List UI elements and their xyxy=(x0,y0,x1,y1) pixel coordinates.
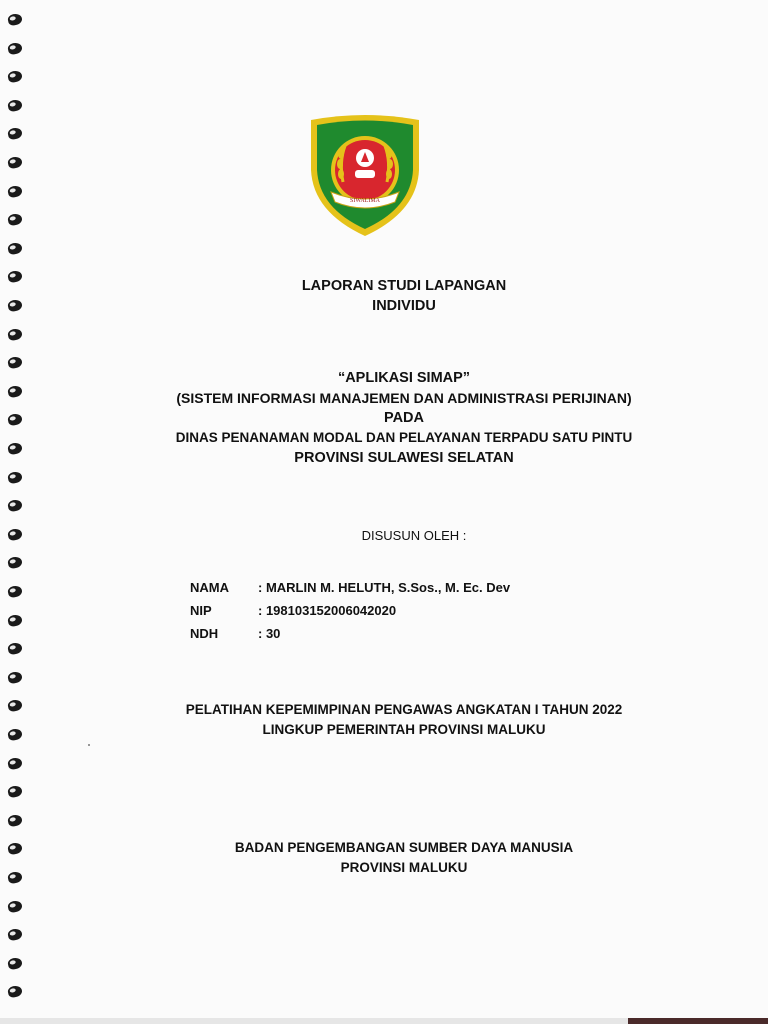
training-line2: LINGKUP PEMERINTAH PROVINSI MALUKU xyxy=(262,722,546,737)
binding-ring xyxy=(7,499,23,513)
project-name: “APLIKASI SIMAP” xyxy=(337,370,471,386)
nama-label: NAMA xyxy=(190,580,229,595)
institution-line2: PROVINSI MALUKU xyxy=(340,860,468,875)
author-row-ndh xyxy=(190,622,510,645)
binding-ring xyxy=(7,13,23,27)
report-title xyxy=(40,276,768,316)
report-title-line2: INDIVIDU xyxy=(372,298,436,314)
binding-ring xyxy=(7,41,23,55)
binding-ring xyxy=(7,356,23,370)
binding-ring xyxy=(7,899,23,913)
binding-ring xyxy=(7,785,23,799)
binding-ring xyxy=(7,270,23,284)
emblem-banner-text: SIWALIMA xyxy=(350,198,380,204)
maluku-emblem-logo xyxy=(305,112,425,240)
author-row-nama xyxy=(190,576,510,599)
binding-ring xyxy=(7,470,23,484)
ndh-value: : 30 xyxy=(258,626,281,641)
author-details xyxy=(190,576,510,645)
binding-ring xyxy=(7,613,23,627)
institution-line1: BADAN PENGEMBANGAN SUMBER DAYA MANUSIA xyxy=(234,840,574,855)
binding-ring xyxy=(7,699,23,713)
scan-speck xyxy=(88,744,90,746)
binding-ring xyxy=(7,241,23,255)
binding-ring xyxy=(7,556,23,570)
training-title xyxy=(40,700,768,740)
project-pada: PADA xyxy=(383,410,424,426)
binding-ring xyxy=(7,98,23,112)
binding-ring xyxy=(7,384,23,398)
binding-ring xyxy=(7,585,23,599)
binding-ring xyxy=(7,213,23,227)
ndh-label: NDH xyxy=(190,626,219,641)
binding-ring xyxy=(7,156,23,170)
binding-ring xyxy=(7,299,23,313)
nip-label: NIP xyxy=(190,603,212,618)
binding-ring xyxy=(7,985,23,999)
binding-ring xyxy=(7,956,23,970)
author-row-nip xyxy=(190,599,510,622)
project-title xyxy=(40,368,768,468)
binding-ring xyxy=(7,728,23,742)
nama-value: : MARLIN M. HELUTH, S.Sos., M. Ec. Dev xyxy=(258,580,511,595)
binding-ring xyxy=(7,871,23,885)
binding-ring xyxy=(7,442,23,456)
report-title-line1: LAPORAN STUDI LAPANGAN xyxy=(301,278,507,294)
institution-title xyxy=(40,838,768,878)
binding-ring xyxy=(7,670,23,684)
project-province: PROVINSI SULAWESI SELATAN xyxy=(294,450,514,466)
binding-ring xyxy=(7,184,23,198)
nip-value: : 198103152006042020 xyxy=(258,603,397,618)
binding-ring xyxy=(7,842,23,856)
binding-ring xyxy=(7,413,23,427)
binding-ring xyxy=(7,756,23,770)
binding-ring xyxy=(7,813,23,827)
binding-ring xyxy=(7,127,23,141)
project-agency: DINAS PENANAMAN MODAL DAN PELAYANAN TERPADU SATU PINTU xyxy=(175,430,633,445)
training-line1: PELATIHAN KEPEMIMPINAN PENGAWAS ANGKATAN I TAHUN 2022 xyxy=(185,702,623,717)
binding-ring xyxy=(7,327,23,341)
author-heading: DISUSUN OLEH : xyxy=(361,528,467,543)
binding-ring xyxy=(7,70,23,84)
scan-bottom-edge xyxy=(0,1018,768,1024)
spiral-binding xyxy=(0,0,40,1024)
binding-ring xyxy=(7,928,23,942)
project-expansion: (SISTEM INFORMASI MANAJEMEN DAN ADMINISTRASI PERIJINAN) xyxy=(176,390,632,406)
binding-ring xyxy=(7,642,23,656)
